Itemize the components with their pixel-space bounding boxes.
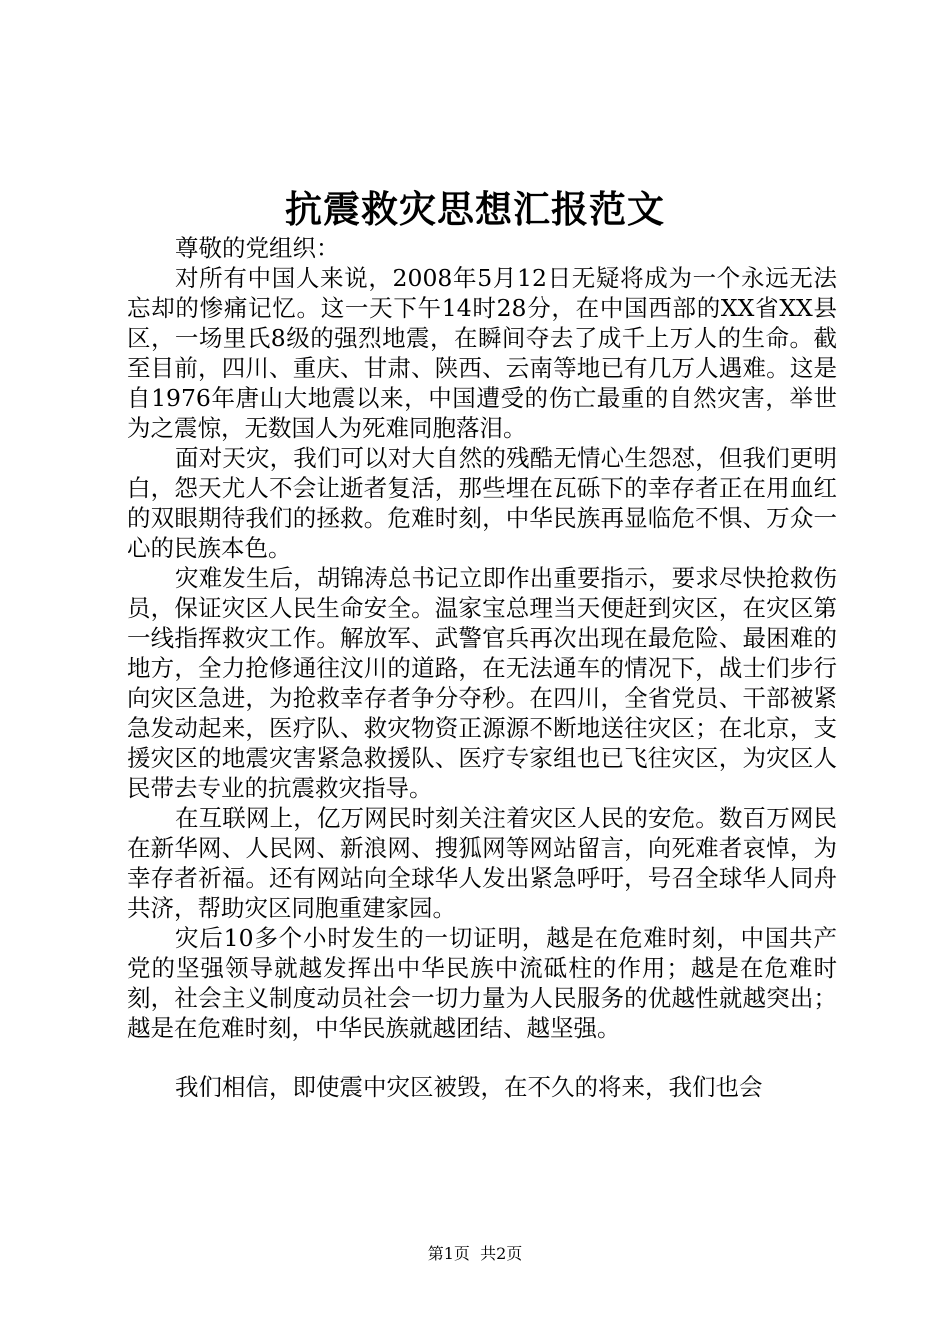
document-body	[127, 233, 837, 1102]
paragraph-1: 对所有中国人来说，2008年5月12日无疑将成为一个永远无法忘却的惨痛记忆。这一天下午14时28分，在中国西部的XX省XX县区，一场里氏8级的强烈地震，在瞬间夺去了成千上万人的生命。截至目前，四川、重庆、甘肃、陕西、云南等地已有几万人遇难。这是自1976年唐山大地震以来，中国遭受的伤亡最重的自然灾害，举世为之震惊，无数国人为死难同胞落泪。	[127, 264, 837, 442]
page-number: 第1页	[427, 1244, 470, 1263]
paragraph-6: 我们相信，即使震中灾区被毁，在不久的将来，我们也会	[175, 1073, 763, 1101]
paragraph-3: 灾难发生后，胡锦涛总书记立即作出重要指示，要求尽快抢救伤员，保证灾区人民生命安全。温家宝总理当天便赶到灾区，在灾区第一线指挥救灾工作。解放军、武警官兵再次出现在最危险、最困难的地方，全力抢修通往汶川的道路，在无法通车的情况下，战士们步行向灾区急进，为抢救幸存者争分夺秒。在四川，全省党员、干部被紧急发动起来，医疗队、救灾物资正源源不断地送往灾区；在北京，支援灾区的地震灾害紧急救援队、医疗专家组也已飞往灾区，为灾区人民带去专业的抗震救灾指导。	[127, 564, 837, 802]
page-total: 共2页	[480, 1244, 523, 1263]
paragraph-2: 面对天灾，我们可以对大自然的残酷无情心生怨怼，但我们更明白，怨天尤人不会让逝者复活，那些埋在瓦砾下的幸存者正在用血红的双眼期待我们的拯救。危难时刻，中华民族再显临危不惧、万众一心的民族本色。	[127, 444, 837, 562]
paragraph-4: 在互联网上，亿万网民时刻关注着灾区人民的安危。数百万网民在新华网、人民网、新浪网、搜狐网等网站留言，向死难者哀悼，为幸存者祈福。还有网站向全球华人发出紧急呼吁，号召全球华人同舟共济，帮助灾区同胞重建家园。	[127, 804, 837, 922]
page-footer	[0, 1243, 950, 1265]
document-title: 抗震救灾思想汇报范文	[285, 187, 665, 231]
salutation: 尊敬的党组织：	[175, 234, 340, 262]
paragraph-5: 灾后10多个小时发生的一切证明，越是在危难时刻，中国共产党的坚强领导就越发挥出中华民族中流砥柱的作用；越是在危难时刻，社会主义制度动员社会一切力量为人民服务的优越性就越突出；越是在危难时刻，中华民族就越团结、越坚强。	[127, 924, 837, 1042]
